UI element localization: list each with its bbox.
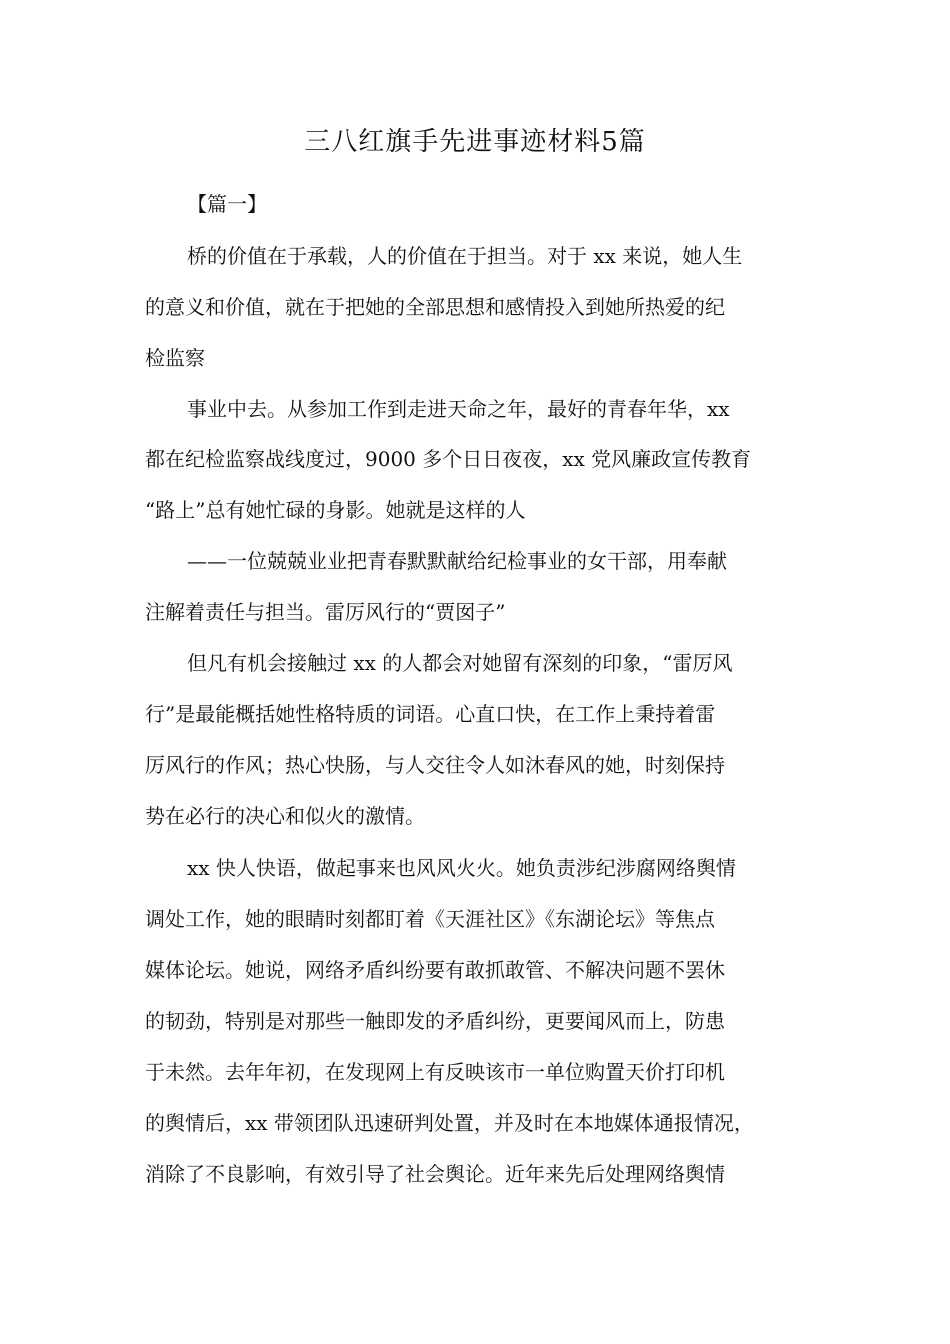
- paragraph-line: xx 快人快语，做起事来也风风火火。她负责涉纪涉腐网络舆情: [187, 856, 736, 880]
- paragraph-line: 调处工作，她的眼睛时刻都盯着《天涯社区》《东湖论坛》等焦点: [145, 907, 715, 931]
- paragraph-line: 的意义和价值，就在于把她的全部思想和感情投入到她所热爱的纪: [145, 295, 725, 319]
- section-heading: 【篇一】: [187, 192, 267, 216]
- paragraph-line: 但凡有机会接触过 xx 的人都会对她留有深刻的印象，“雷厉风: [187, 651, 733, 675]
- paragraph-line: “路上”总有她忙碌的身影。她就是这样的人: [145, 498, 526, 522]
- paragraph-line: 媒体论坛。她说，网络矛盾纠纷要有敢抓敢管、不解决问题不罢休: [145, 958, 725, 982]
- paragraph-line: 桥的价值在于承载，人的价值在于担当。对于 xx 来说，她人生: [187, 244, 743, 268]
- paragraph-line: ——一位兢兢业业把青春默默献给纪检事业的女干部，用奉献: [187, 549, 727, 573]
- paragraph-line: 行”是最能概括她性格特质的词语。心直口快，在工作上秉持着雷: [145, 702, 716, 726]
- paragraph-line: 检监察: [145, 346, 205, 370]
- paragraph-line: 的韧劲，特别是对那些一触即发的矛盾纠纷，更要闻风而上，防患: [145, 1009, 725, 1033]
- paragraph-line: 厉风行的作风；热心快肠，与人交往令人如沐春风的她，时刻保持: [145, 753, 725, 777]
- paragraph-line: 的舆情后，xx 带领团队迅速研判处置，并及时在本地媒体通报情况，: [145, 1111, 754, 1135]
- paragraph-line: 注解着责任与担当。雷厉风行的“贾囡子”: [145, 600, 506, 624]
- paragraph-line: 于未然。去年年初，在发现网上有反映该市一单位购置天价打印机: [145, 1060, 725, 1084]
- paragraph-line: 消除了不良影响，有效引导了社会舆论。近年来先后处理网络舆情: [145, 1162, 725, 1186]
- paragraph-line: 都在纪检监察战线度过，9000 多个日日夜夜，xx 党风廉政宣传教育: [145, 447, 752, 471]
- document-title: 三八红旗手先进事迹材料5篇: [304, 127, 646, 157]
- paragraph-line: 事业中去。从参加工作到走进天命之年，最好的青春年华，xx: [187, 397, 730, 421]
- paragraph-line: 势在必行的决心和似火的激情。: [145, 804, 425, 828]
